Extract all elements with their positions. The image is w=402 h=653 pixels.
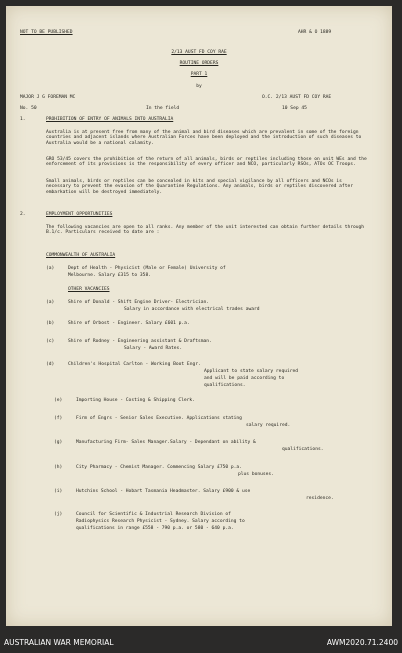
order-number: No. 50	[20, 106, 37, 111]
vacancy-letter: (c)	[46, 339, 55, 344]
footer-bar	[0, 630, 402, 653]
author-role: O.C. 2/13 AUST FD COY RAE	[262, 95, 332, 100]
vacancy-line: Shire of Orbost - Engineer. Salary £601 p.a.	[68, 321, 190, 326]
document-reference: AHR & O 1889	[298, 30, 332, 35]
vacancy-line: Dept of Health - Physicist (Male or Female) University of	[68, 266, 226, 271]
section-2-number: 2.	[20, 212, 26, 217]
vacancy-line: City Pharmacy - Chemist Manager. Commencing Salary £750 p.a.	[76, 465, 242, 470]
document-page	[6, 6, 392, 626]
vacancy-line: Salary in accordance with electrical trades award	[124, 307, 260, 312]
vacancy-line: salary required.	[246, 423, 291, 428]
vacancy-line: Radiophysics Research Physicist - Sydney. Salary according to	[76, 519, 245, 524]
author-name: MAJOR J G FOREMAN MC	[20, 95, 76, 100]
vacancy-letter: (i)	[54, 489, 63, 494]
vacancy-letter: (a)	[46, 266, 55, 271]
vacancy-letter: (e)	[54, 398, 63, 403]
vacancy-line: Salary - Award Rates.	[124, 346, 183, 351]
vacancy-letter: (b)	[46, 321, 55, 326]
footer-credit: AUSTRALIAN WAR MEMORIAL	[4, 638, 114, 647]
vacancy-line: Shire of Donald - Shift Engine Driver- Electrician.	[68, 300, 210, 305]
vacancy-line: and will be paid according to	[204, 376, 285, 381]
part-label: PART 1	[190, 72, 208, 77]
section-1-paragraph-1: Australia is at present free from many of the animal and bird diseases which are prevalent in some of the foreign countries and adjacent islands where Australian Forces have been deployed and the introduction of such diseases to Australia would be a national calamity.	[46, 130, 362, 146]
section-1-heading: PROHIBITION OF ENTRY OF ANIMALS INTO AUSTRALIA	[46, 117, 174, 122]
restriction-stamp: NOT TO BE PUBLISHED	[20, 30, 73, 35]
vacancy-line: Firm of Engrs - Senior Sales Executive. Applications stating	[76, 416, 242, 421]
vacancy-line: Shire of Rodney - Engineering assistant & Draftsman.	[68, 339, 212, 344]
section-1-paragraph-3: Small animals, birds or reptiles can be concealed in kits and special vigilance by all officers and NCOs is necessary to prevent the evasion of the Quarantine Regulations. Any animals, birds or reptiles discovered after embarkation will be destroyed immediately.	[46, 179, 353, 195]
document-title: ROUTINE ORDERS	[179, 61, 219, 66]
unit-title: 2/13 AUST FD COY RAE	[171, 50, 227, 55]
vacancy-letter: (g)	[54, 440, 63, 445]
vacancy-letter: (h)	[54, 465, 63, 470]
subheading-other-vacancies: OTHER VACANCIES	[68, 287, 110, 292]
vacancy-line: Hutchins School - Hobart Tasmania Headmaster. Salary £900 & use	[76, 489, 251, 494]
section-1-paragraph-2: GRO 53/45 covers the prohibition of the return of all animals, birds or reptiles including those on unit WEs and the enforcement of its provisions is the responsibility of every officer and NCO, particularly RSOs, ATOs OC Troops.	[46, 157, 367, 168]
vacancy-line: qualifications.	[282, 447, 324, 452]
section-2-intro: The following vacancies are open to all ranks. Any member of the unit interested can obtain further details through B.1/c. Particulars received to date are :	[46, 225, 365, 236]
section-1-number: 1.	[20, 117, 26, 122]
footer-accession-number: AWM2020.71.2400	[326, 638, 398, 647]
vacancy-line: qualifications.	[204, 383, 246, 388]
vacancy-line: Council for Scientific & Industrial Research Division of	[76, 512, 231, 517]
vacancy-line: qualifications in range £558 - 790 p.a. or 580 - 640 p.a.	[76, 526, 234, 531]
vacancy-letter: (a)	[46, 300, 55, 305]
vacancy-line: Melbourne. Salary £315 to 358.	[68, 273, 151, 278]
order-date: 10 Sep 45	[282, 106, 307, 111]
vacancy-letter: (d)	[46, 362, 55, 367]
order-location: In the field	[146, 106, 180, 111]
vacancy-line: Importing House - Costing & Shipping Clerk.	[76, 398, 195, 403]
vacancy-line: Applicant to state salary required	[204, 369, 299, 374]
vacancy-letter: (j)	[54, 512, 63, 517]
by-label: by	[196, 84, 202, 89]
vacancy-line: Children's Hospital Carlton - Working Boot Engr.	[68, 362, 201, 367]
subheading-commonwealth: COMMONWEALTH OF AUSTRALIA	[46, 253, 116, 258]
vacancy-line: plus bonuses.	[238, 472, 274, 477]
vacancy-letter: (f)	[54, 416, 63, 421]
vacancy-line: residence.	[306, 496, 334, 501]
section-2-heading: EMPLOYMENT OPPORTUNITIES	[46, 212, 113, 217]
vacancy-line: Manufacturing Firm- Sales Manager.Salary - Dependant on ability &	[76, 440, 256, 445]
